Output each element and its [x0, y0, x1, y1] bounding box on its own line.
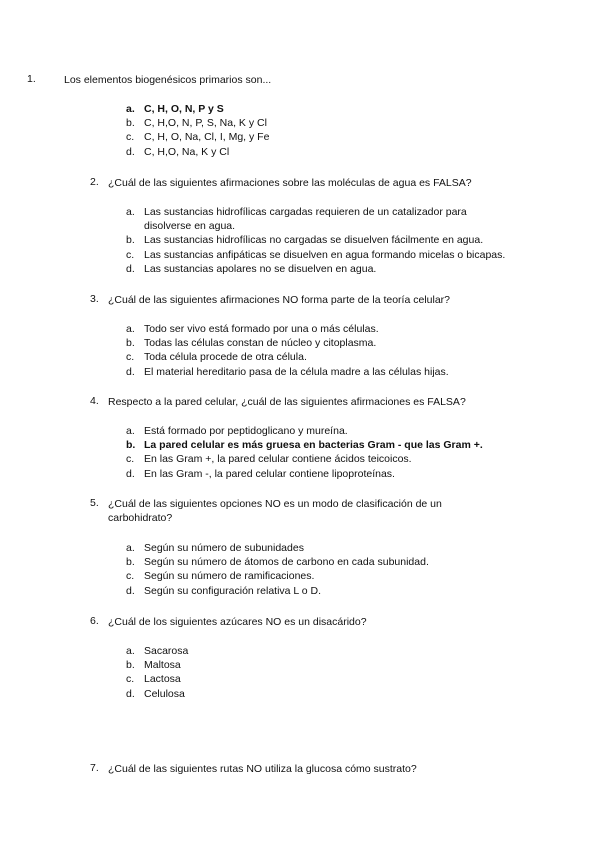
- option-letter: a.: [126, 425, 135, 437]
- question-text: Respecto a la pared celular, ¿cuál de las siguientes afirmaciones es FALSA?: [108, 396, 466, 408]
- option-text: Las sustancias hidrofílicas no cargadas se disuelven fácilmente en agua.: [144, 234, 484, 247]
- option-letter: b.: [126, 337, 135, 350]
- option-letter: d.: [126, 584, 135, 597]
- option-text: Todo ser vivo está formado por una o más células.: [144, 323, 379, 335]
- option-text: C, H,O, N, P, S, Na, K y Cl: [144, 117, 267, 130]
- option-letter: a.: [126, 206, 135, 218]
- option-text: Está formado por peptidoglicano y mureína.: [144, 425, 348, 437]
- option-text: Celulosa: [144, 687, 185, 700]
- option-letter: d.: [126, 145, 135, 158]
- option-letter: d.: [126, 365, 135, 378]
- option-letter: b.: [126, 117, 135, 130]
- option-text: Según su número de ramificaciones.: [144, 570, 315, 583]
- question-number: 5.: [90, 497, 99, 509]
- option-text: Según su configuración relativa L o D.: [144, 584, 322, 597]
- option-letter: d.: [126, 467, 135, 480]
- question-text: ¿Cuál de las siguientes afirmaciones sobre las moléculas de agua es FALSA?: [108, 177, 472, 189]
- option-text: Según su número de átomos de carbono en cada subunidad.: [144, 556, 429, 569]
- option-text: En las Gram +, la pared celular contiene ácidos teicoicos.: [144, 453, 412, 466]
- question-number: 1.: [27, 73, 36, 85]
- option-letter: a.: [126, 542, 135, 554]
- option-text: C, H, O, Na, Cl, I, Mg, y Fe: [144, 131, 270, 144]
- option-text: Lactosa: [144, 673, 181, 686]
- question-text: ¿Cuál de los siguientes azúcares NO es un disacárido?: [108, 616, 367, 628]
- question-text: ¿Cuál de las siguientes rutas NO utiliza la glucosa cómo sustrato?: [108, 763, 417, 775]
- option-text: C, H,O, Na, K y Cl: [144, 145, 230, 158]
- option-letter: c.: [126, 453, 135, 466]
- question-text: ¿Cuál de las siguientes afirmaciones NO forma parte de la teoría celular?: [108, 294, 450, 306]
- option-text: C, H, O, N, P y S: [144, 103, 224, 115]
- option-letter: a.: [126, 323, 135, 335]
- option-letter: b.: [126, 439, 136, 452]
- option-text: Maltosa: [144, 659, 181, 672]
- option-text: Sacarosa: [144, 645, 189, 657]
- option-letter: b.: [126, 234, 135, 247]
- question-number: 3.: [90, 293, 99, 305]
- option-text: Las sustancias hidrofílicas cargadas requieren de un catalizador para disolverse en agua.: [144, 206, 467, 232]
- option-letter: d.: [126, 262, 135, 275]
- option-letter: c.: [126, 673, 135, 686]
- question-text: Los elementos biogenésicos primarios son...: [64, 74, 272, 86]
- option-text: Todas las células constan de núcleo y citoplasma.: [144, 337, 377, 350]
- option-letter: d.: [126, 687, 135, 700]
- option-text: En las Gram -, la pared celular contiene lipoproteínas.: [144, 467, 395, 480]
- option-letter: a.: [126, 103, 135, 115]
- option-letter: a.: [126, 645, 135, 657]
- option-text: Las sustancias apolares no se disuelven en agua.: [144, 262, 377, 275]
- option-text: Las sustancias anfipáticas se disuelven en agua formando micelas o bicapas.: [144, 248, 506, 261]
- question-number: 6.: [90, 615, 99, 627]
- option-letter: c.: [126, 248, 135, 261]
- option-letter: b.: [126, 659, 135, 672]
- option-letter: c.: [126, 131, 135, 144]
- option-text: El material hereditario pasa de la célula madre a las células hijas.: [144, 365, 449, 378]
- option-text: La pared celular es más gruesa en bacterias Gram - que las Gram +.: [144, 439, 483, 452]
- question-number: 4.: [90, 395, 99, 407]
- option-text: Según su número de subunidades: [144, 542, 304, 554]
- option-letter: b.: [126, 556, 135, 569]
- question-number: 2.: [90, 176, 99, 188]
- option-letter: c.: [126, 351, 135, 364]
- question-number: 7.: [90, 762, 99, 774]
- option-letter: c.: [126, 570, 135, 583]
- option-text: Toda célula procede de otra célula.: [144, 351, 307, 364]
- question-text: ¿Cuál de las siguientes opciones NO es un modo de clasificación de un carbohidrato?: [108, 498, 442, 524]
